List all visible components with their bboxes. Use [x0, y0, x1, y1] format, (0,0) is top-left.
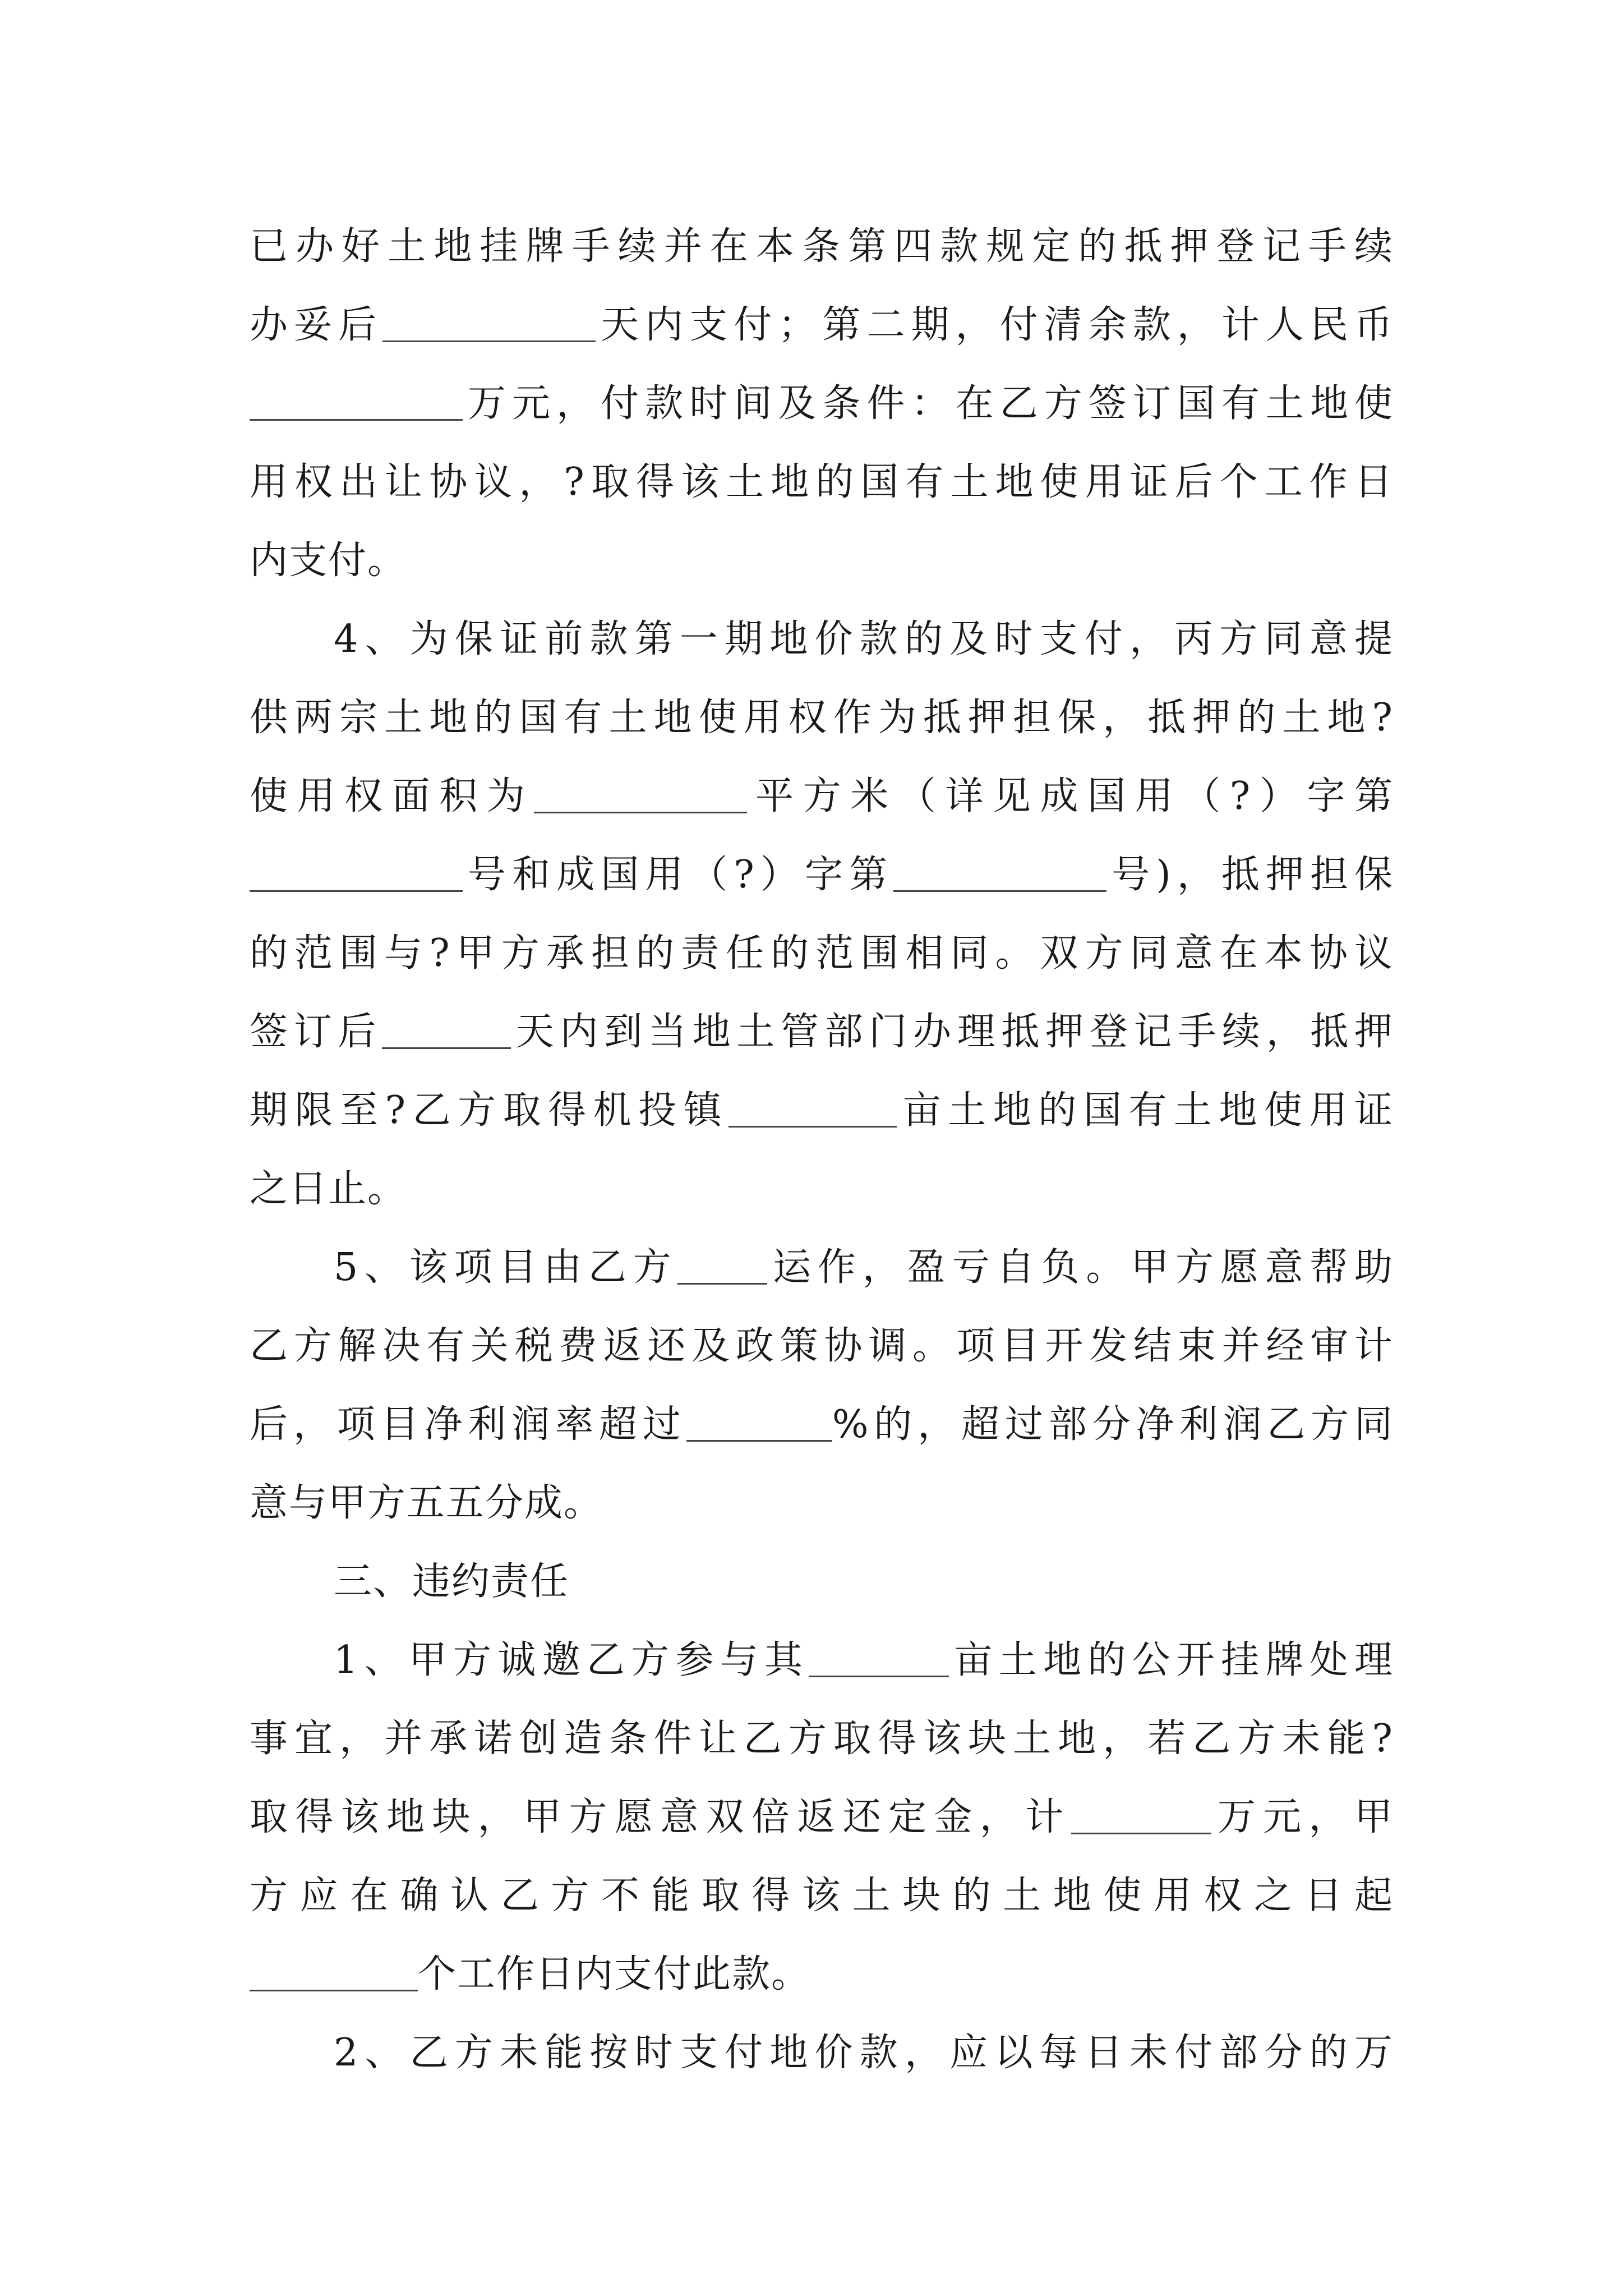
fill-in-blank — [677, 1247, 767, 1285]
text-line — [250, 1700, 1394, 1778]
text-segment: 期限至?乙方取得机投镇 — [250, 1088, 729, 1133]
text-line — [250, 993, 1394, 1071]
text-line — [250, 1857, 1394, 1935]
text-line — [250, 522, 1394, 600]
text-line — [250, 1935, 1394, 2014]
text-segment: 乙方解决有关税费返还及政策协调。项目开发结束并经审计 — [250, 1324, 1394, 1368]
text-line — [250, 2014, 1394, 2092]
paragraph-p-heading-3 — [250, 1543, 1394, 1621]
text-segment: 签订后 — [250, 1010, 382, 1054]
fill-in-blank — [534, 776, 747, 813]
text-segment: 1、甲方诚邀乙方参与其 — [334, 1638, 809, 1682]
text-segment: 万元，甲 — [1211, 1795, 1394, 1839]
paragraph-p-liability-2 — [250, 2014, 1394, 2092]
paragraph-p-clause-5 — [250, 1228, 1394, 1543]
text-line — [250, 365, 1394, 443]
document-page — [250, 208, 1394, 2092]
fill-in-blank — [250, 1954, 418, 1991]
text-line — [250, 914, 1394, 993]
text-segment: 亩土地的公开挂牌处理 — [949, 1638, 1394, 1682]
text-segment: 个工作日内支付此款。 — [418, 1952, 811, 1996]
paragraph-p-clause-4 — [250, 600, 1394, 1228]
text-segment: 三、违约责任 — [334, 1559, 570, 1604]
text-line — [250, 1464, 1394, 1543]
text-segment: 平方米（详见成国用（?）字第 — [747, 774, 1394, 818]
text-segment: 2、乙方未能按时支付地价款，应以每日未付部分的万 — [334, 2031, 1394, 2075]
text-segment: 天内到当地土管部门办理抵押登记手续，抵押 — [511, 1010, 1394, 1054]
text-segment: 意与甲方五五分成。 — [250, 1481, 603, 1525]
fill-in-blank — [382, 1011, 511, 1049]
text-line — [250, 1621, 1394, 1700]
text-segment: 天内支付；第二期，付清余款，计人民币 — [596, 303, 1394, 347]
text-segment: 运作，盈亏自负。甲方愿意帮助 — [767, 1245, 1394, 1290]
text-segment: 4、为保证前款第一期地价款的及时支付，丙方同意提 — [334, 617, 1394, 661]
text-line — [250, 1150, 1394, 1228]
text-line — [250, 1071, 1394, 1150]
text-line — [250, 836, 1394, 914]
text-line — [250, 1228, 1394, 1307]
text-line — [250, 1386, 1394, 1464]
fill-in-blank — [250, 854, 463, 892]
fill-in-blank — [1071, 1797, 1211, 1834]
fill-in-blank — [686, 1404, 832, 1442]
text-segment: 之日止。 — [250, 1167, 407, 1211]
text-segment: 的范围与?甲方承担的责任的范围相同。双方同意在本协议 — [250, 931, 1394, 976]
text-line — [250, 757, 1394, 836]
text-segment: 用权出让协议，?取得该土地的国有土地使用证后个工作日 — [250, 460, 1394, 504]
paragraph-p-liability-1 — [250, 1621, 1394, 2014]
text-segment: 内支付。 — [250, 539, 407, 583]
text-segment: 使用权面积为 — [250, 774, 534, 818]
text-line — [250, 443, 1394, 522]
text-line — [250, 1778, 1394, 1857]
text-line — [250, 600, 1394, 679]
text-segment: 已办好土地挂牌手续并在本条第四款规定的抵押登记手续 — [250, 224, 1394, 269]
text-segment: 方应在确认乙方不能取得该土块的土地使用权之日起 — [250, 1874, 1394, 1918]
text-line — [250, 286, 1394, 365]
text-segment: 5、该项目由乙方 — [334, 1245, 678, 1290]
text-line — [250, 208, 1394, 286]
text-line — [250, 1543, 1394, 1621]
text-segment: 万元，付款时间及条件：在乙方签订国有土地使 — [463, 381, 1394, 426]
text-segment: 事宜，并承诺创造条件让乙方取得该块土地，若乙方未能? — [250, 1717, 1394, 1761]
text-segment: 后，项目净利润率超过 — [250, 1402, 686, 1447]
text-segment: 取得该地块，甲方愿意双倍返还定金，计 — [250, 1795, 1071, 1839]
text-segment: 办妥后 — [250, 303, 383, 347]
fill-in-blank — [809, 1640, 949, 1677]
text-segment: %的，超过部分净利润乙方同 — [832, 1402, 1394, 1447]
text-segment: 号)，抵押担保 — [1106, 853, 1394, 897]
fill-in-blank — [382, 305, 596, 342]
fill-in-blank — [728, 1090, 897, 1128]
text-segment: 供两宗土地的国有土地使用权作为抵押担保，抵押的土地? — [250, 696, 1394, 740]
text-line — [250, 1307, 1394, 1386]
text-line — [250, 679, 1394, 757]
text-segment: 亩土地的国有土地使用证 — [897, 1088, 1394, 1133]
paragraph-p-payment-cont — [250, 208, 1394, 600]
fill-in-blank — [250, 383, 463, 421]
fill-in-blank — [893, 854, 1106, 892]
text-segment: 号和成国用（?）字第 — [463, 853, 894, 897]
